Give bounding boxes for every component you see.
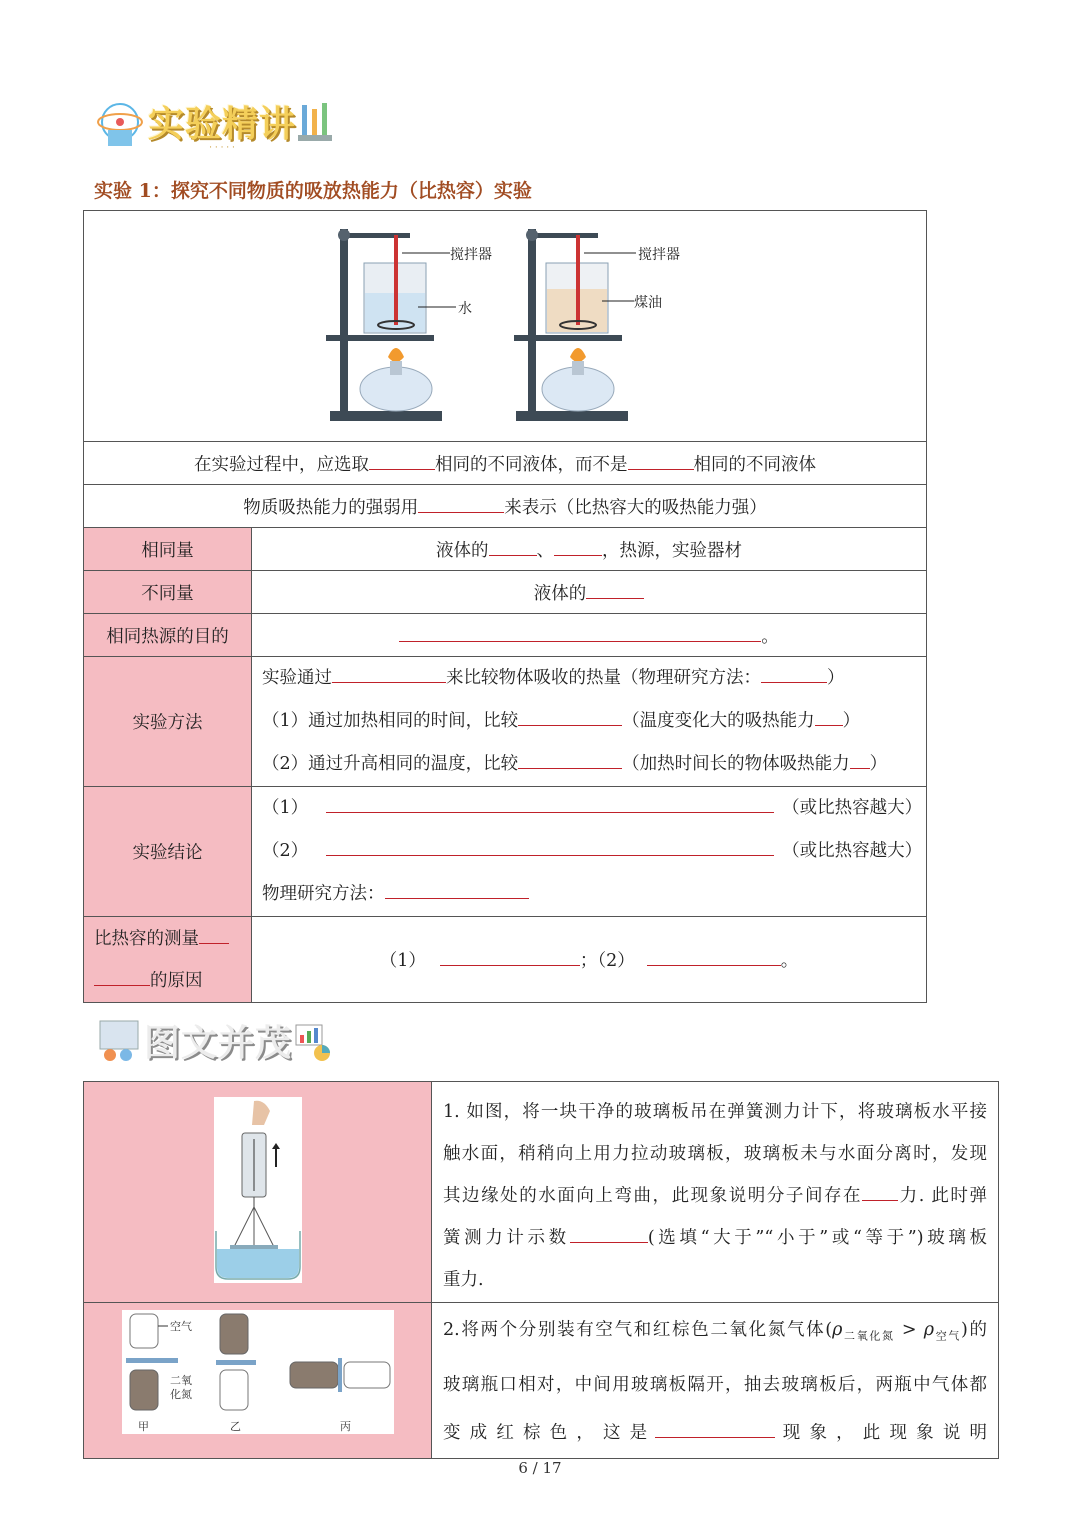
q2-text-cell [432,1303,999,1459]
row-text: 物理研究方法： [262,884,385,904]
q1-text-cell [432,1082,999,1303]
fill-blank[interactable] [815,708,843,727]
q1-line [443,1175,987,1217]
page-number: 6 / 17 [518,1459,562,1477]
row-text: 物质吸热能力的强弱用 [243,497,419,518]
select-liquid-row [84,442,927,485]
row-text: 相同的不同液体，而不是 [435,454,628,475]
method-label: 实验方法 [84,657,252,787]
row-text: 现 象 ， 此 现 象 说 明 [781,1422,987,1443]
row-text: 力. 此时弹 [898,1186,987,1206]
banner-title: 实验精讲 [148,103,297,145]
subscript: 二氧化氮 [842,1329,895,1343]
row-text: 实验通过 [262,668,332,688]
subscript: 空气 [934,1329,962,1343]
figure-label-yi: 乙 [230,1420,241,1433]
chart-icon [292,1015,332,1065]
q1-line: 触水面，稍稍向上用力拉动玻璃板，玻璃板未与水面分离时，发现 [443,1144,987,1164]
fill-blank[interactable] [554,537,602,556]
experiment-table [83,210,927,1003]
row-text: 其边缘处的水面向上弯曲，此现象说明分子间存在 [443,1186,863,1206]
row-text: 。 [780,951,799,971]
fill-blank[interactable] [385,881,529,900]
row-text: （1） [379,951,426,971]
different-quantity-label: 不同量 [84,571,252,614]
fill-blank[interactable] [489,537,537,556]
section-banner-illustrations [96,1012,346,1068]
row-text: 、 [536,540,554,561]
row-text: 液体的 [436,540,489,561]
row-text: （或比热容越大） [782,841,923,861]
row-text: （或比热容越大） [782,798,923,818]
fill-blank[interactable] [655,1419,775,1438]
row-text: （1） [262,798,309,818]
illustration-table [83,1081,999,1459]
banner-title: 图文并茂 [144,1022,293,1064]
conclusion-label: 实验结论 [84,787,252,917]
no2-label-2: 化氮 [170,1388,192,1401]
row-text: 的原因 [150,970,203,991]
fill-blank[interactable] [199,925,229,944]
fill-blank[interactable] [570,1225,648,1244]
row-text: (选填“大于”“小于”或“等于”)玻璃板 [647,1228,987,1248]
fill-blank[interactable] [628,451,694,470]
fill-blank[interactable] [332,665,446,684]
fill-blank[interactable] [369,451,435,470]
row-text: 相同的不同液体 [693,454,816,475]
stirrer-label-left: 搅拌器 [450,247,492,263]
q2-line [443,1409,987,1457]
no2-label-1: 二氧 [170,1374,192,1387]
fill-blank[interactable] [862,1183,898,1202]
row-text: （2）通过升高相同的温度，比较 [262,754,519,774]
figure-label-jia: 甲 [138,1420,149,1433]
banner-subtitle: · · · · · [209,142,235,153]
row-text: ；（2） [579,951,635,971]
fill-blank[interactable] [518,708,622,727]
row-text: 液体的 [533,583,587,604]
method-cell [252,657,927,787]
fill-blank[interactable] [399,623,761,642]
row-text: )的 [961,1320,988,1340]
air-label: 空气 [170,1320,192,1333]
spring-scale-figure [214,1097,302,1283]
lab-equipment-icon [296,99,336,149]
fill-blank[interactable] [440,948,580,967]
apparatus-figure [84,211,925,436]
fill-blank[interactable] [586,580,644,599]
row-text: （温度变化大的吸热能力 [622,711,815,731]
measure-label [84,917,252,1003]
q2-line [443,1306,987,1361]
row-text: 。 [761,626,779,647]
kerosene-apparatus [514,229,636,421]
row-text: 来比较物体吸收的热量（物理研究方法： [446,668,761,688]
water-label: 水 [458,301,472,317]
fill-blank[interactable] [761,665,827,684]
figure-label-bing: 丙 [340,1420,351,1433]
fill-blank[interactable] [850,751,870,770]
purpose-label: 相同热源的目的 [84,614,252,657]
fill-blank[interactable] [647,948,781,967]
fill-blank[interactable] [94,967,150,986]
same-quantity-cell [252,528,927,571]
row-text: （2） [262,841,309,861]
q1-line [443,1217,987,1259]
rho-symbol: ρ [923,1320,935,1340]
stirrer-label-right: 搅拌器 [638,247,680,263]
water-apparatus [326,229,456,421]
row-text: 比热容的测量 [94,928,199,949]
measure-cell [252,917,927,1003]
row-text: 2.将两个分别装有空气和红棕色二氧化氮气体( [443,1320,833,1340]
different-quantity-cell [252,571,927,614]
rho-symbol: ρ [832,1320,843,1340]
q1-line: 1. 如图，将一块干净的玻璃板吊在弹簧测力计下，将玻璃板水平接 [443,1102,987,1122]
fill-blank[interactable] [418,494,504,513]
row-text: ） [827,668,845,688]
q1-figure-cell [84,1082,432,1303]
fill-blank[interactable] [326,838,774,857]
row-text: ，热源，实验器材 [602,540,742,561]
kerosene-label: 煤油 [634,295,662,311]
q2-line: 玻璃瓶口相对，中间用玻璃板隔开，抽去玻璃板后，两瓶中气体都 [443,1374,987,1395]
gas-diffusion-figure [122,1310,394,1434]
row-text: 在实验过程中，应选取 [194,454,369,475]
q2-figure-cell [84,1303,432,1459]
purpose-cell [252,614,927,657]
experiment-title: 实验 1：探究不同物质的吸放热能力（比热容）实验 [94,180,532,202]
conclusion-cell [252,787,927,917]
fill-blank[interactable] [326,795,774,814]
row-text: ） [842,711,861,731]
section-banner-experiments [92,96,342,152]
science-lab-icon [92,98,148,150]
capacity-row [84,485,927,528]
row-text: ） [869,754,888,774]
fill-blank[interactable] [518,751,622,770]
same-quantity-label: 相同量 [84,528,252,571]
apparatus-figure-cell [84,211,927,442]
row-text: 来表示（比热容大的吸热能力强） [504,497,767,518]
row-text: > [894,1320,924,1340]
row-text: 变 成 红 棕 色 ， 这 是 [443,1422,649,1443]
row-text: 簧测力计示数 [443,1228,570,1248]
row-text: （1）通过加热相同的时间，比较 [262,711,519,731]
row-text: （加热时间长的物体吸热能力 [622,754,850,774]
q1-line: 重力. [443,1270,484,1290]
gallery-icon [96,1015,144,1065]
